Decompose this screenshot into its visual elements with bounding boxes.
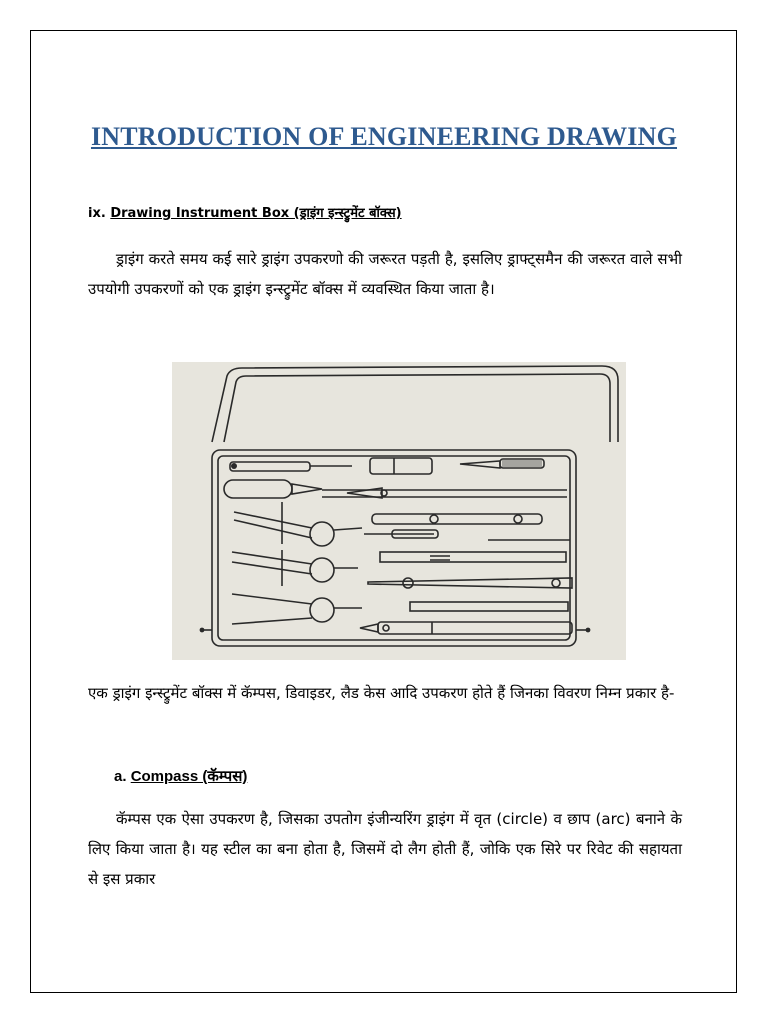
instrument-box-figure bbox=[172, 362, 626, 660]
section-number: ix. bbox=[88, 206, 106, 221]
compass-description-paragraph: कॅम्पस एक ऐसा उपकरण है, जिसका उपतोग इंजीन्यरिंग ड्राइंग में वृत (circle) व छाप (arc) बनाने के लिए किया जाता है। यह स्टील का बना होता है, जिसमें दो लैग होती हैं, जोकि एक सिरे पर रिवेट की सहायता से इस प्रकार bbox=[88, 810, 682, 888]
subsection-number: a. bbox=[114, 768, 127, 785]
subsection-heading bbox=[114, 766, 247, 786]
section-title: Drawing Instrument Box (ड्राइंग इन्स्ट्रुमेंट बॉक्स) bbox=[110, 206, 402, 221]
instruments-list-paragraph: एक ड्राइंग इन्स्ट्रुमेंट बॉक्स में कॅम्पस, डिवाइडर, लैड केस आदि उपकरण होते हैं जिनका विवरण निम्न प्रकार है- bbox=[88, 684, 675, 702]
instrument-box-illustration bbox=[172, 362, 626, 660]
subsection-title: Compass (कॅम्पस) bbox=[130, 768, 248, 785]
intro-paragraph: ड्राइंग करते समय कई सारे ड्राइंग उपकरणो की जरूरत पड़ती है, इसलिए ड्राफ्ट्समैन की जरूरत वाले सभी उपयोगी उपकरणों को एक ड्राइंग इन्स्ट्रुमेंट बॉक्स में व्यवस्थित किया जाता है। bbox=[88, 250, 682, 298]
section-heading bbox=[88, 203, 402, 221]
document-title: INTRODUCTION OF ENGINEERING DRAWING bbox=[90, 122, 678, 151]
